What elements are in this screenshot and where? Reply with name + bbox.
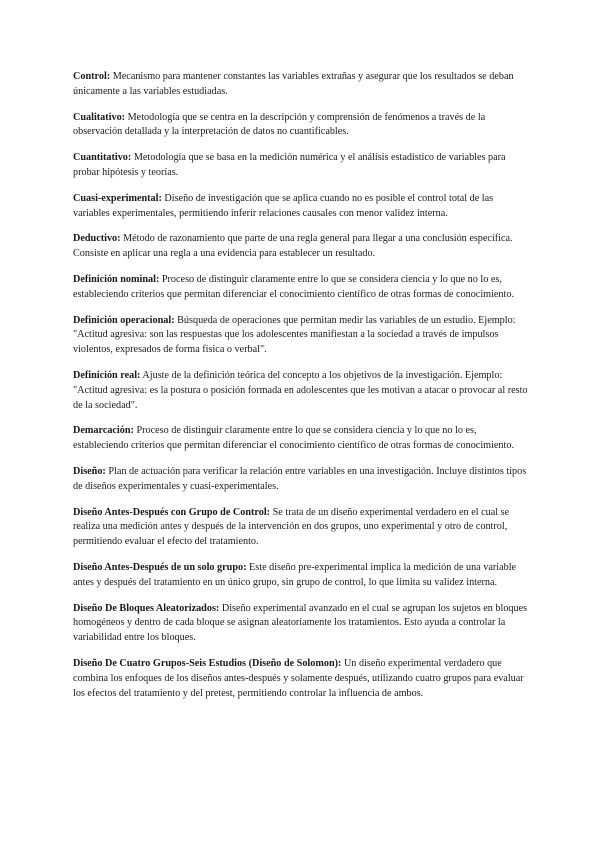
glossary-definition: Ajuste de la definición teórica del concepto a los objetivos de la investigación. Ejemplo: "Actitud agresiva: es la postura o posición formada en adolescentes que les motivan a atacar o provocar al resto de la sociedad". <box>73 369 528 411</box>
glossary-definition: Mecanismo para mantener constantes las variables extrañas y asegurar que los resultados se deban únicamente a las variables estudiadas. <box>73 71 514 97</box>
glossary-definition: Un diseño experimental verdadero que combina los enfoques de los diseños antes-después y solamente después, utilizando cuatro grupos para evaluar los efectos del tratamiento y del pretest, permitiendo controlar la influencia de ambos. <box>73 657 524 699</box>
glossary-entry-demarcacion <box>73 424 528 454</box>
glossary-definition: Diseño de investigación que se aplica cuando no es posible el control total de las variables experimentales, permitiendo inferir relaciones causales con menor validez interna. <box>73 192 494 219</box>
glossary-entry-diseno-antes-despues-un-grupo <box>73 561 528 591</box>
glossary-term: Deductivo: <box>73 233 121 245</box>
glossary-entry-control <box>73 70 528 100</box>
glossary-definition: Proceso de distinguir claramente entre lo que se considera ciencia y lo que no lo es, estableciendo criterios que permitan diferenciar el conocimiento científico de otras formas de conocimiento. <box>73 273 514 300</box>
glossary-entry-deductivo <box>73 232 528 262</box>
glossary-definition: Metodología que se basa en la medición numérica y el análisis estadístico de variables para probar hipótesis y teorías. <box>73 152 506 178</box>
glossary-entry-definicion-nominal <box>73 273 528 303</box>
glossary-definition: Plan de actuación para verificar la relación entre variables en una investigación. Incluye distintos tipos de diseños experimentales y cuasi-experimentales. <box>73 465 527 492</box>
glossary-entry-diseno-antes-despues-control <box>73 506 528 550</box>
glossary-entry-cuasi-experimental <box>73 192 528 222</box>
glossary-term: Diseño Antes-Después de un solo grupo: <box>73 561 247 573</box>
glossary-definition: Proceso de distinguir claramente entre lo que se considera ciencia y lo que no lo es, estableciendo criterios que permitan diferenciar el conocimiento científico de otras formas de conocimiento. <box>73 425 514 452</box>
glossary-entry-cualitativo <box>73 111 528 141</box>
glossary-entry-definicion-operacional <box>73 314 528 358</box>
glossary-entry-definicion-real <box>73 369 528 413</box>
glossary-term: Diseño De Cuatro Grupos-Seis Estudios (Diseño de Solomon): <box>73 657 342 669</box>
glossary-term: Definición nominal: <box>73 273 160 285</box>
glossary-definition: Se trata de un diseño experimental verdadero en el cual se realiza una medición antes y después de la intervención en dos grupos, uno experimental y otro de control, permitiendo evaluar el efecto del tratamiento. <box>73 506 510 548</box>
glossary-page <box>73 70 528 712</box>
glossary-entry-diseno <box>73 465 528 495</box>
glossary-term: Cualitativo: <box>73 111 126 123</box>
glossary-term: Demarcación: <box>73 425 134 437</box>
glossary-definition: Diseño experimental avanzado en el cual se agrupan los sujetos en bloques homogéneos y dentro de cada bloque se asignan aleatoriamente los tratamientos. Esto ayuda a controlar la variabilidad entre los bloques. <box>73 602 528 644</box>
glossary-term: Diseño: <box>73 465 106 477</box>
glossary-term: Cuasi-experimental: <box>73 192 162 204</box>
glossary-term: Definición operacional: <box>73 314 175 326</box>
glossary-entry-diseno-solomon <box>73 657 528 701</box>
glossary-entry-diseno-bloques-aleatorizados <box>73 602 528 646</box>
glossary-definition: Método de razonamiento que parte de una regla general para llegar a una conclusión específica. Consiste en aplicar una regla a una evidencia para establecer un resultado. <box>73 233 513 260</box>
glossary-term: Cuantitativo: <box>73 152 132 164</box>
glossary-definition: Este diseño pre-experimental implica la medición de una variable antes y después del tratamiento en un único grupo, sin grupo de control, lo que limita su validez interna. <box>73 561 517 588</box>
glossary-term: Diseño Antes-Después con Grupo de Control: <box>73 506 271 518</box>
glossary-entry-cuantitativo <box>73 151 528 181</box>
glossary-definition: Metodología que se centra en la descripción y comprensión de fenómenos a través de la observación detallada y la interpretación de datos no cuantificables. <box>73 111 486 138</box>
glossary-definition: Búsqueda de operaciones que permitan medir las variables de un estudio. Ejemplo: "Actitud agresiva: son las respuestas que los adolescentes manifiestan a la sociedad a través de impulsos violentos, expresados de forma física o verbal". <box>73 314 516 356</box>
glossary-term: Definición real: <box>73 369 141 381</box>
glossary-term: Control: <box>73 71 111 82</box>
glossary-term: Diseño De Bloques Aleatorizados: <box>73 602 220 614</box>
